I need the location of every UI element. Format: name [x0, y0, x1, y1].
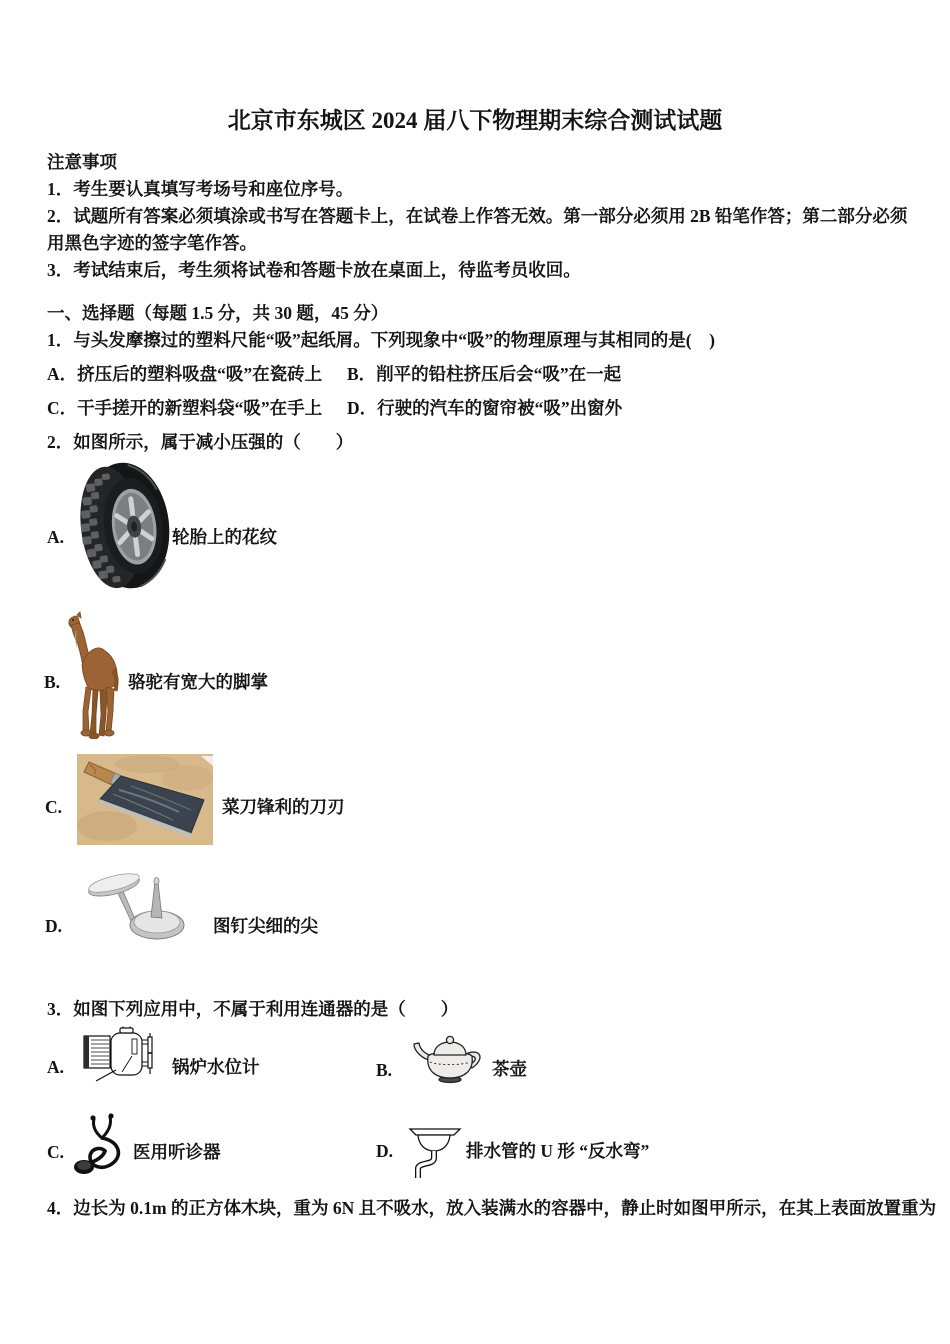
question-2-option-c-caption: 菜刀锋利的刀刃 [222, 797, 345, 817]
boiler-water-level-gauge-drawing [82, 1026, 166, 1082]
question-1-text: 1．与头发摩擦过的塑料尺能“吸”起纸屑。下列现象中“吸”的物理原理与其相同的是( ) [47, 330, 715, 350]
thumbtack-photo [85, 869, 195, 948]
question-2-option-b-caption: 骆驼有宽大的脚掌 [128, 672, 268, 692]
drain-u-bend-drawing [404, 1122, 466, 1178]
teapot-drawing [408, 1031, 492, 1085]
notice-item-3: 3．考试结束后，考生须将试卷和答题卡放在桌面上，待监考员收回。 [47, 260, 581, 280]
section-1-heading: 一、选择题（每题 1.5 分，共 30 题，45 分） [47, 303, 389, 323]
notice-item-2: 2．试题所有答案必须填涂或书写在答题卡上，在试卷上作答无效。第一部分必须用 2B 铅笔作答；第二部分必须用黑色字迹的签字笔作答。 [47, 206, 908, 253]
question-3-option-a-caption: 锅炉水位计 [172, 1057, 260, 1077]
question-3-option-c-letter: C. [47, 1142, 65, 1162]
question-1-option-a: A．挤压后的塑料吸盘“吸”在瓷砖上 [47, 364, 323, 384]
question-2-option-d-letter: D. [45, 916, 63, 936]
question-1-option-d: D．行驶的汽车的窗帘被“吸”出窗外 [347, 398, 623, 418]
question-3-option-b-caption: 茶壶 [492, 1059, 527, 1079]
question-2-option-b-letter: B. [44, 672, 61, 692]
question-1-option-b: B．削平的铅柱挤压后会“吸”在一起 [347, 364, 622, 384]
question-3-option-d-caption: 排水管的 U 形 “反水弯” [466, 1141, 650, 1161]
question-2-text: 2．如图所示，属于减小压强的（ ） [47, 432, 354, 452]
stethoscope-drawing [71, 1113, 133, 1177]
question-1-options-row-cd [47, 395, 622, 422]
tire-photo [75, 460, 172, 593]
question-2-option-a-letter: A. [47, 527, 65, 547]
page-title: 北京市东城区 2024 届八下物理期末综合测试试题 [227, 108, 723, 133]
question-3-option-b-letter: B. [376, 1060, 393, 1080]
question-1-option-c: C．干手搓开的新塑料袋“吸”在手上 [47, 398, 323, 418]
question-1-options-row-ab [47, 361, 621, 388]
notice-item-1: 1．考生要认真填写考场号和座位序号。 [47, 179, 354, 199]
question-2-option-c-letter: C. [45, 797, 63, 817]
question-2-option-a-caption: 轮胎上的花纹 [172, 527, 277, 547]
question-3-text: 3．如图下列应用中，不属于利用连通器的是（ ） [47, 999, 459, 1019]
question-3-option-d-letter: D. [376, 1141, 394, 1161]
camel-photo [64, 611, 124, 739]
cleaver-photo [77, 754, 213, 845]
question-3-option-c-caption: 医用听诊器 [133, 1142, 221, 1162]
question-3-option-a-letter: A. [47, 1057, 65, 1077]
notice-heading: 注意事项 [47, 152, 117, 172]
question-4-text: 4．边长为 0.1m 的正方体木块，重为 6N 且不吸水，放入装满水的容器中，静止时如图甲所示，在其上表面放置重为 [47, 1198, 937, 1218]
question-2-option-d-caption: 图钉尖细的尖 [213, 916, 318, 936]
